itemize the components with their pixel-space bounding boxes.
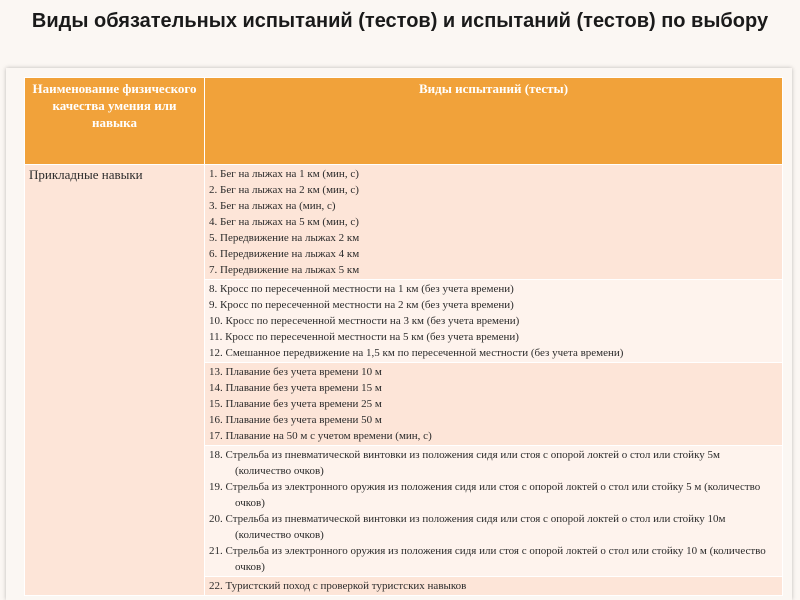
table-header-row bbox=[25, 78, 783, 165]
list-item: 17. Плавание на 50 м с учетом времени (мин, с) bbox=[209, 430, 432, 442]
list-item: 16. Плавание без учета времени 50 м bbox=[209, 414, 382, 426]
list-item: 7. Передвижение на лыжах 5 км bbox=[209, 264, 360, 276]
tests-group-hiking bbox=[205, 577, 783, 596]
list-item: 19. Стрельба из электронного оружия из положения сидя или стоя с опорой локтей о стол или стойку 5 м (количество очков) bbox=[209, 481, 761, 509]
list-item: 15. Плавание без учета времени 25 м bbox=[209, 398, 382, 410]
tests-group-cross-country bbox=[205, 280, 783, 363]
list-item: 18. Стрельба из пневматической винтовки из положения сидя или стоя с опорой локтей о стол или стойку 5м (количество очков) bbox=[209, 449, 720, 477]
list-item: 5. Передвижение на лыжах 2 км bbox=[209, 232, 360, 244]
list-item: 4. Бег на лыжах на 5 км (мин, с) bbox=[209, 216, 359, 228]
table-row bbox=[25, 165, 783, 280]
header-tests: Виды испытаний (тесты) bbox=[205, 78, 783, 165]
list-item: 12. Смешанное передвижение на 1,5 км по пересеченной местности (без учета времени) bbox=[209, 347, 624, 359]
list-item: 10. Кросс по пересеченной местности на 3 км (без учета времени) bbox=[209, 315, 520, 327]
skill-cell: Прикладные навыки bbox=[25, 165, 205, 596]
tests-table bbox=[24, 77, 783, 596]
list-item: 1. Бег на лыжах на 1 км (мин, с) bbox=[209, 168, 359, 180]
list-item: 20. Стрельба из пневматической винтовки из положения сидя или стоя с опорой локтей о стол или стойку 10м (количество очков) bbox=[209, 513, 726, 541]
list-item: 2. Бег на лыжах на 2 км (мин, с) bbox=[209, 184, 359, 196]
slide-frame bbox=[6, 68, 792, 600]
list-item: 8. Кросс по пересеченной местности на 1 км (без учета времени) bbox=[209, 283, 514, 295]
list-item: 14. Плавание без учета времени 15 м bbox=[209, 382, 382, 394]
tests-group-shooting bbox=[205, 446, 783, 577]
list-item: 11. Кросс по пересеченной местности на 5 км (без учета времени) bbox=[209, 331, 519, 343]
list-item: 3. Бег на лыжах на (мин, с) bbox=[209, 200, 336, 212]
tests-group-swimming bbox=[205, 363, 783, 446]
list-item: 9. Кросс по пересеченной местности на 2 км (без учета времени) bbox=[209, 299, 514, 311]
header-skill-name: Наименование физического качества умения или навыка bbox=[25, 78, 205, 165]
list-item: 13. Плавание без учета времени 10 м bbox=[209, 366, 382, 378]
slide-title: Виды обязательных испытаний (тестов) и испытаний (тестов) по выбору bbox=[31, 10, 769, 32]
tests-group-skiing bbox=[205, 165, 783, 280]
list-item: 22. Туристский поход с проверкой туристских навыков bbox=[209, 580, 467, 592]
list-item: 21. Стрельба из электронного оружия из положения сидя или стоя с опорой локтей о стол или стойку 10 м (количество очков) bbox=[209, 545, 766, 573]
list-item: 6. Передвижение на лыжах 4 км bbox=[209, 248, 360, 260]
